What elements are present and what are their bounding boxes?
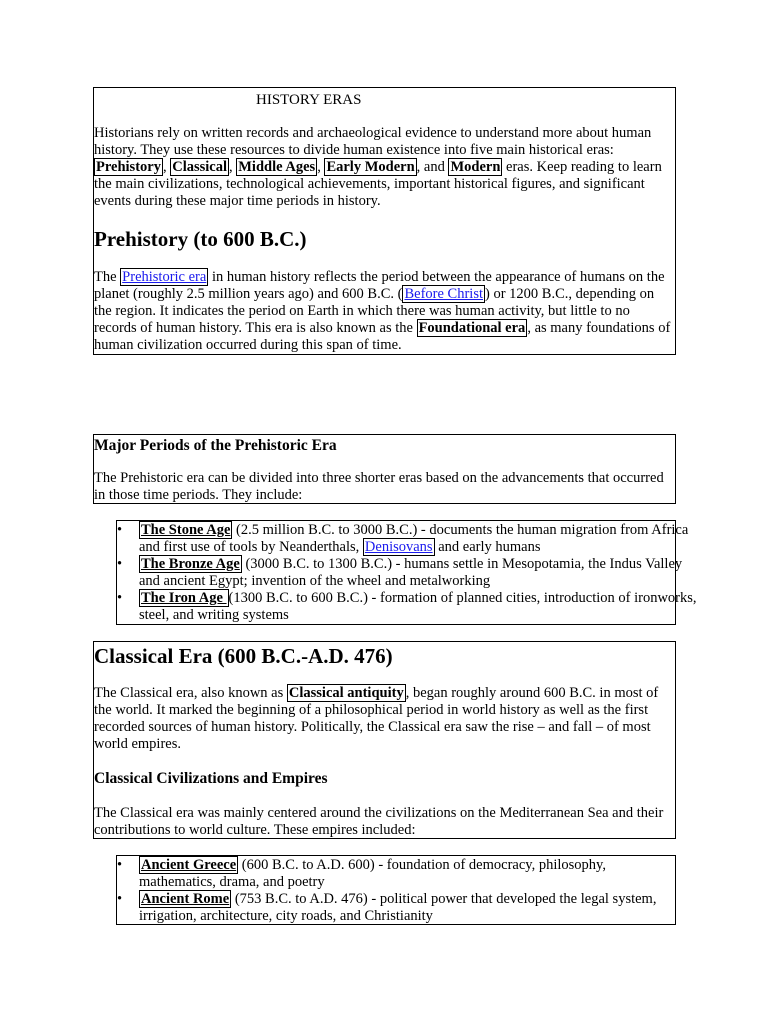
prehistoric-periods-list — [116, 520, 697, 625]
major-periods-heading: Major Periods of the Prehistoric Era — [94, 437, 337, 454]
era-classical: Classical — [172, 159, 227, 175]
classical-heading: Classical Era (600 B.C.-A.D. 476) — [94, 644, 393, 668]
foundational-era-term: Foundational era — [418, 320, 526, 336]
classical-section — [93, 641, 676, 839]
classical-civilizations-heading: Classical Civilizations and Empires — [94, 770, 328, 787]
era-middle-ages: Middle Ages — [238, 159, 316, 175]
classical-paragraph: The Classical era, also known as Classical antiquity , began roughly around 600 B.C. in most of the world. It marked the beginning of a philosophical period in world history as well as the first recorded sources of human history. Politically, the Classical era saw the rise – and fall – of most world empires. — [94, 685, 659, 752]
page-title: HISTORY ERAS — [256, 92, 362, 108]
periods-list — [117, 522, 697, 624]
era-early-modern: Early Modern — [326, 159, 415, 175]
classical-civilizations-paragraph: The Classical era was mainly centered around the civilizations on the Mediterranean Sea and their contributions to world culture. These empires included: — [94, 805, 664, 838]
list-item-iron-age: • The Iron Age (1300 B.C. to 600 B.C.) - formation of planned cities, introduction of ironworks, steel, and writing systems — [139, 590, 697, 624]
intro-paragraph: Historians rely on written records and archaeological evidence to understand more about human history. They use these resources to divide human existence into five main historical eras: Prehistory , Classical , Middle Ages , Early Modern , and Modern eras. Keep reading to learn the main civilizations, technological achievements, important historical figures, and significant events during these major time periods in history. — [94, 125, 662, 209]
empires-list — [116, 855, 676, 925]
denisovans-link[interactable]: Denisovans — [364, 539, 433, 555]
intro-section — [93, 87, 676, 355]
prehistoric-era-link[interactable]: Prehistoric era — [122, 269, 207, 285]
list-item-ancient-greece: • Ancient Greece (600 B.C. to A.D. 600) - foundation of democracy, philosophy, mathematics, drama, and poetry — [139, 857, 659, 891]
classical-antiquity-term: Classical antiquity — [288, 685, 404, 701]
list-item-stone-age: • The Stone Age (2.5 million B.C. to 3000 B.C.) - documents the human migration from Africa and first use of tools by Neanderthals, Denisovans and early humans — [139, 522, 697, 556]
list-item-ancient-rome: • Ancient Rome (753 B.C. to A.D. 476) - political power that developed the legal system, irrigation, architecture, city roads, and Christianity — [139, 891, 659, 925]
empires-bullets — [117, 857, 659, 925]
major-periods-section — [93, 434, 676, 504]
list-item-bronze-age: • The Bronze Age (3000 B.C. to 1300 B.C.) - humans settle in Mesopotamia, the Indus Valley and ancient Egypt; invention of the wheel and metalworking — [139, 556, 697, 590]
prehistory-paragraph: The Prehistoric era in human history reflects the period between the appearance of humans on the planet (roughly 2.5 million years ago) and 600 B.C. ( Before Christ ) or 1200 B.C., depending on the region. It indicates the period on Earth in which there was human activity, but little to no records of human history. This era is also known as the Foundational era , as many foundations of human civilization occurred during this span of time. — [94, 269, 671, 353]
before-christ-link[interactable]: Before Christ — [404, 286, 484, 302]
major-periods-paragraph: The Prehistoric era can be divided into three shorter eras based on the advancements that occurred in those time periods. They include: — [94, 470, 664, 503]
prehistory-heading: Prehistory (to 600 B.C.) — [94, 227, 307, 251]
era-modern: Modern — [450, 159, 501, 175]
era-prehistory: Prehistory — [96, 159, 161, 175]
